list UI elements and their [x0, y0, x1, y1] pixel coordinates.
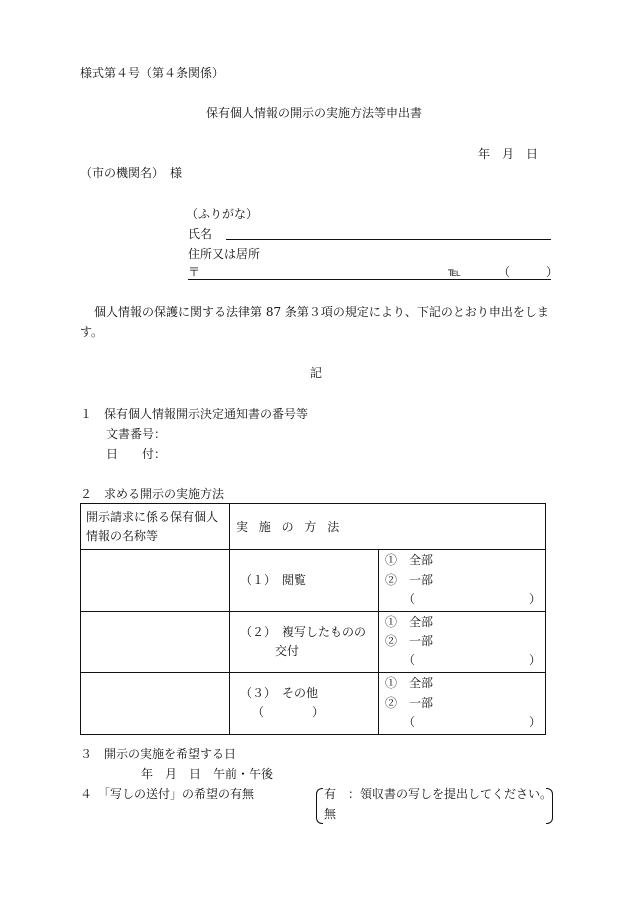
table-header-row — [81, 504, 546, 550]
option-yes[interactable]: 有 — [324, 787, 337, 801]
methods-table — [80, 503, 546, 735]
tel-mark: ℡ — [448, 265, 461, 279]
intro-line-1: 個人情報の保護に関する法律第 87 条第３項の規定により、下記のとおり申出をしま — [94, 305, 549, 319]
preferred-date-line[interactable]: 年 月 日 午前・午後 — [141, 767, 274, 781]
form-label: 様式第４号（第４条関係） — [80, 66, 225, 80]
scope-3-paren-close: ） — [529, 715, 542, 730]
table-row — [81, 612, 546, 673]
scope-3-full[interactable]: ① 全部 — [385, 676, 434, 691]
scope-1-full[interactable]: ① 全部 — [385, 553, 434, 568]
scope-cell — [379, 550, 546, 612]
section2-heading: ２ 求める開示の実施方法 — [80, 487, 225, 501]
name-label: 氏名 — [188, 227, 213, 241]
doc-number-label: 文書番号： — [106, 427, 167, 441]
method-2-label: （２） 複写したものの — [240, 625, 367, 640]
right-brace — [546, 788, 553, 824]
scope-2-paren-open: （ — [403, 653, 416, 668]
intro-line-2: す。 — [80, 325, 104, 339]
scope-2-full[interactable]: ① 全部 — [385, 615, 434, 630]
info-name-cell[interactable] — [81, 550, 230, 612]
address-underline[interactable] — [188, 279, 551, 280]
method-cell — [230, 673, 379, 735]
scope-1-partial[interactable]: ② 一部 — [385, 573, 434, 588]
method-3-label: （３） その他 — [240, 686, 319, 701]
scope-1-paren-open: （ — [403, 592, 416, 607]
method-2-label-cont: 交付 — [275, 644, 300, 659]
section3-heading: ３ 開示の実施を希望する日 — [80, 747, 237, 761]
name-underline[interactable] — [226, 239, 551, 240]
section4-heading: ４ 「写しの送付」の希望の有無 — [80, 787, 255, 801]
header-name-line2: 情報の名称等 — [86, 528, 159, 543]
method-cell — [230, 550, 379, 612]
scope-cell — [379, 612, 546, 673]
method-3-other-paren[interactable]: （ ） — [252, 705, 325, 720]
left-brace — [316, 788, 323, 824]
header-name-cell — [81, 504, 230, 550]
doc-date-label: 日 付： — [106, 447, 167, 461]
scope-3-partial[interactable]: ② 一部 — [385, 696, 434, 711]
furigana-label: （ふりがな） — [186, 207, 259, 221]
addressee: （市の機関名） 様 — [80, 166, 183, 180]
info-name-cell[interactable] — [81, 673, 230, 735]
method-1-label: （１） 閲覧 — [240, 573, 307, 588]
header-method-label: 実施の方法 — [236, 520, 351, 535]
scope-2-paren-close: ） — [529, 653, 542, 668]
table-row — [81, 673, 546, 735]
scope-1-paren-close: ） — [529, 592, 542, 607]
date-line: 年 月 日 — [478, 147, 539, 161]
scope-cell — [379, 673, 546, 735]
header-method-cell — [230, 504, 546, 550]
scope-3-paren-open: （ — [403, 715, 416, 730]
scope-2-partial[interactable]: ② 一部 — [385, 634, 434, 649]
info-name-cell[interactable] — [81, 612, 230, 673]
ki-heading: 記 — [310, 366, 323, 380]
page-title: 保有個人情報の開示の実施方法等申出書 — [206, 106, 423, 120]
table-row — [81, 550, 546, 612]
postal-mark: 〒 — [188, 265, 201, 279]
section1-heading: １ 保有個人情報開示決定通知書の番号等 — [80, 407, 309, 421]
method-cell — [230, 612, 379, 673]
header-name-line1: 開示請求に係る保有個人 — [86, 510, 219, 524]
option-no[interactable]: 無 — [324, 807, 337, 821]
option-yes-note: ：領収書の写しを提出してください。 — [348, 787, 553, 801]
address-label: 住所又は居所 — [188, 247, 261, 261]
tel-paren: （ ） — [498, 265, 559, 279]
